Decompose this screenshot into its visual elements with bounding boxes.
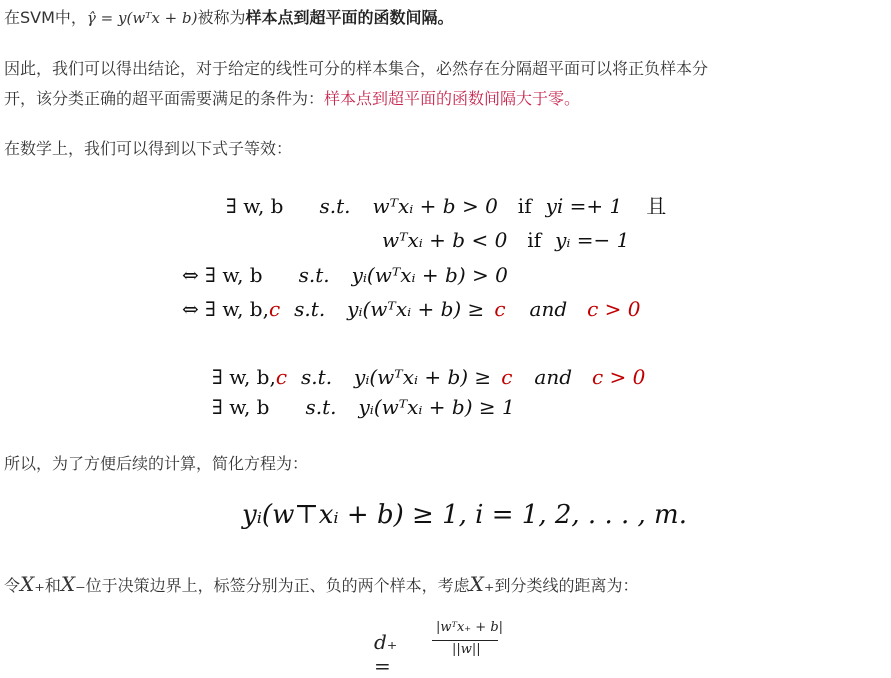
paragraph-equivalence-intro: 在数学上，我们可以得到以下式子等效：: [4, 139, 293, 158]
p5-t1: 令: [4, 576, 21, 595]
eq1-st: s.t.: [319, 194, 351, 218]
paragraph-simplify: 所以，为了方便后续的计算，简化方程为：: [4, 454, 309, 473]
p5-t3: 位于决策边界上，标签分别为正、负的两个样本，考虑: [85, 576, 470, 595]
eq4-quantifier: ⇔ ∃ w, b,: [182, 297, 269, 321]
eq5-st: s.t.: [301, 365, 333, 389]
eq1-if: if: [517, 194, 532, 218]
equation-row-4: [182, 294, 641, 324]
equation-row-6: [212, 392, 515, 422]
eq5-c-rhs: c: [501, 365, 513, 389]
distance-lhs: d₊ =: [374, 630, 398, 678]
p5-t2: 和: [44, 576, 61, 595]
eq4-c-rhs: c: [494, 297, 506, 321]
paragraph-conclusion-line2: [4, 85, 580, 113]
paragraph-conclusion-line1: 因此，我们可以得出结论，对于给定的线性可分的样本集合，必然存在分隔超平面可以将正负样本分: [4, 59, 709, 78]
eq3-expr: yᵢ(wᵀxᵢ + b) > 0: [351, 263, 508, 287]
eq6-st: s.t.: [305, 395, 337, 419]
equation-row-2: [382, 225, 629, 255]
eq1-cond: yi =+ 1: [545, 194, 623, 218]
intro-bold-term: 样本点到超平面的函数间隔。: [245, 8, 454, 27]
p5-t4: 到分类线的距离为：: [494, 576, 639, 595]
eq3-quantifier: ⇔ ∃ w, b: [182, 263, 263, 287]
functional-margin-formula: γ̂ = y(wᵀx + b): [86, 9, 198, 27]
distance-denominator: ||w||: [452, 642, 481, 657]
eq6-quantifier: ∃ w, b: [212, 395, 270, 419]
eq1-quantifier: ∃ w, b: [226, 194, 284, 218]
intro-mid: 被称为: [197, 8, 246, 27]
eq5-c: c: [275, 365, 288, 389]
eq1-expr: wᵀxᵢ + b > 0: [372, 194, 498, 218]
eq2-cond: yᵢ =− 1: [555, 228, 630, 252]
intro-prefix: 在SVM中，: [4, 8, 87, 27]
eq5-and: and: [534, 365, 572, 389]
equation-row-1: [226, 191, 666, 221]
equation-row-3: [182, 260, 508, 290]
eq2-if: if: [527, 228, 542, 252]
eq5-quantifier: ∃ w, b,: [212, 365, 276, 389]
eq4-cond: c > 0: [587, 297, 641, 321]
eq5-expr: yᵢ(wᵀxᵢ + b) ≥: [354, 365, 492, 389]
eq4-c: c: [268, 297, 281, 321]
x-plus-symbol: X₊: [20, 572, 45, 596]
fraction-bar: [432, 640, 498, 641]
conclusion-prefix: 开，该分类正确的超平面需要满足的条件为：: [4, 89, 325, 108]
x-minus-symbol: X₋: [60, 572, 86, 596]
main-constraint-equation: yᵢ(w⊤xᵢ + b) ≥ 1, i = 1, 2, . . . , m.: [242, 500, 687, 530]
paragraph-intro: [4, 4, 454, 32]
x-plus-symbol-2: X₊: [469, 572, 495, 596]
eq1-and-cn: 且: [646, 194, 667, 218]
eq4-expr: yᵢ(wᵀxᵢ + b) ≥: [347, 297, 485, 321]
conclusion-highlight: 样本点到超平面的函数间隔大于零。: [324, 89, 581, 108]
eq4-st: s.t.: [294, 297, 326, 321]
eq3-st: s.t.: [298, 263, 330, 287]
eq5-cond: c > 0: [592, 365, 646, 389]
distance-numerator: |wᵀx₊ + b|: [436, 620, 504, 635]
paragraph-distance-intro: [4, 570, 638, 600]
eq4-and: and: [529, 297, 568, 321]
eq2-expr: wᵀxᵢ + b < 0: [382, 228, 508, 252]
equation-row-5: [212, 362, 645, 392]
eq6-expr: yᵢ(wᵀxᵢ + b) ≥ 1: [358, 395, 515, 419]
